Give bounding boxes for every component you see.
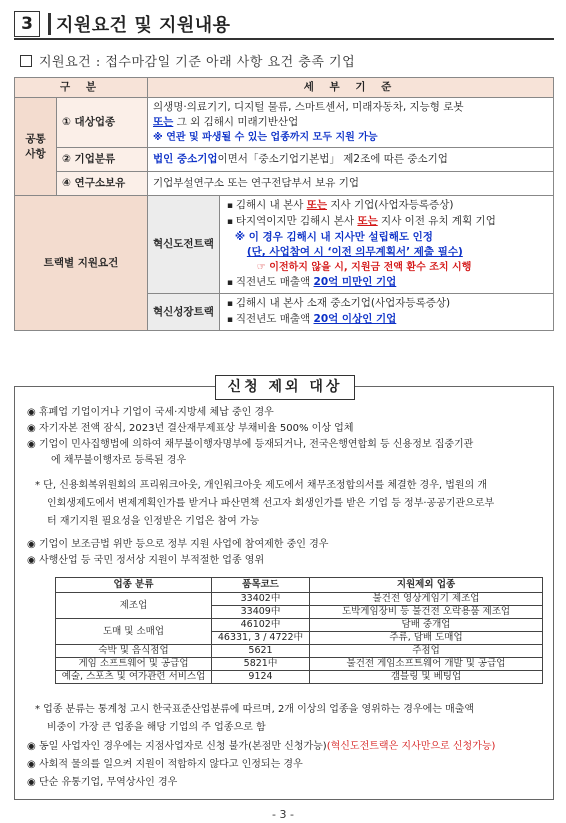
table-row	[15, 172, 554, 196]
row-content: 의생명·의료기기, 디지털 물류, 스마트센서, 미래자동차, 지능형 로봇 또는 그 외 김해시 미래기반산업 ※ 연관 및 파생될 수 있는 업종까지 모두 지원 가능	[148, 98, 554, 148]
industry-header-row: 업종 분류 품목코드 지원제외 업종	[56, 578, 543, 593]
list-item: ◉ 단순 유통기업, 무역상사인 경우	[27, 775, 547, 791]
list-item: ◉ 사회적 물의를 일으켜 지원이 적합하지 않다고 인정되는 경우	[27, 757, 547, 773]
table-row: 33409中 도박게임장비 등 불건전 오락용품 제조업	[56, 606, 543, 619]
table-row: 예술, 스포츠 및 여가관련 서비스업 9124 갬블링 및 베팅업	[56, 671, 543, 684]
section-number: 3	[14, 11, 40, 37]
bullet-icon: ◉	[27, 555, 36, 566]
list-item: ◉ 사행산업 등 국민 정서상 지원이 부적절한 업종 영위	[27, 553, 547, 569]
table-row	[15, 148, 554, 172]
header-category: 구 분	[15, 78, 148, 98]
row-label: ② 기업분류	[57, 148, 148, 172]
list-item: ◉ 동일 사업자인 경우에는 지점사업자로 신청 불가(본점만 신청가능)(혁신도전트랙은 지사만으로 신청가능)	[27, 739, 547, 755]
table-row	[15, 98, 554, 148]
checkbox-icon	[20, 55, 32, 67]
list-item: ◉ 기업이 민사집행법에 의하여 채무불이행자명부에 등재되거나, 전국은행연합회 등 신용정보 집중기관	[27, 437, 547, 453]
track2-content: ▪ 김해시 내 본사 소재 중소기업(사업자등록증상) ▪ 직전년도 매출액 20억 이상인 기업	[219, 294, 553, 331]
section-header	[14, 10, 554, 40]
bullet-icon: ◉	[27, 407, 36, 418]
bullet-icon: ◉	[27, 741, 36, 752]
page-number: - 3 -	[272, 808, 294, 821]
table-row	[15, 196, 554, 294]
bullet-icon: ◉	[27, 439, 36, 450]
bullet-icon: ◉	[27, 759, 36, 770]
row-content: 법인 중소기업이면서「중소기업기본법」 제2조에 따른 중소기업	[148, 148, 554, 172]
list-item: ◉ 기업이 보조금법 위반 등으로 정부 지원 사업에 참여제한 중인 경우	[27, 537, 547, 553]
exclusion-box	[14, 379, 554, 800]
table-row: 숙박 및 음식점업 5621 주점업	[56, 645, 543, 658]
header-criteria: 세 부 기 준	[148, 78, 554, 98]
table-row: 제조업 33402中 불건전 영상게임기 제조업	[56, 593, 543, 606]
table-row: 도매 및 소매업 46102中 담배 중개업	[56, 619, 543, 632]
table-row: 게임 소프트웨어 및 공급업 5821中 불건전 게임소프트웨어 개발 및 공급업	[56, 658, 543, 671]
requirements-table	[14, 77, 554, 331]
track1-content: ▪ 김해시 내 본사 또는 지사 기업(사업자등록증상) ▪ 타지역이지만 김해시 본사 또는 지사 이전 유치 계획 기업 ※ 이 경우 김해시 내 지사만 설립해도 인정 (단, 사업참여 시 ‘이전 의무계획서’ 제출 필수) ☞ 이전하지 않을 시, 지원금 전액 환수 조치 시행 ▪ 직전년도 매출액 20억 미만인 기업	[219, 196, 553, 294]
bullet-icon: ◉	[27, 777, 36, 788]
exclusion-note: * 단, 신용회복위원회의 프리워크아웃, 개인워크아웃 제도에서 채무조정합의서를 체결한 경우, 법원의 개 인회생제도에서 변제계획인가를 받거나 파산면책 선고자 회생인가를 받은 기업 등 정부·공공기관으로부 터 재기지원 필요성을 인정받은 기업은 참여 가능	[35, 480, 495, 527]
list-item: ◉ 자기자본 전액 잠식, 2023년 결산재무제표상 부채비율 500% 이상 업체	[27, 421, 547, 437]
track1-label: 혁신도전트랙	[148, 196, 220, 294]
bullet-icon: ◉	[27, 539, 36, 550]
industry-table	[55, 577, 543, 684]
bullet-icon: ◉	[27, 423, 36, 434]
section-title: 지원요건 및 지원내용	[56, 15, 231, 36]
track2-label: 혁신성장트랙	[148, 294, 220, 331]
exclusion-title: 신청 제외 대상	[215, 375, 355, 400]
table-header-row	[15, 78, 554, 98]
sub-heading-text: 지원요건 : 접수마감일 기준 아래 사항 요건 충족 기업	[39, 55, 356, 70]
industry-note: * 업종 분류는 통계청 고시 한국표준산업분류에 따르며, 2개 이상의 업종을 영위하는 경우에는 매출액 비중이 가장 큰 업종을 해당 기업의 주 업종으로 함	[35, 704, 475, 733]
row-label: ④ 연구소보유	[57, 172, 148, 196]
table-row: 46331, 3 / 4722中 주류, 담배 도매업	[56, 632, 543, 645]
list-item-cont: 에 채무불이행자로 등록된 경우	[51, 455, 187, 466]
sub-heading	[20, 51, 355, 70]
track-label: 트랙별 지원요건	[15, 196, 148, 331]
common-label: 공통 사항	[15, 98, 57, 196]
row-content: 기업부설연구소 또는 연구전담부서 보유 기업	[148, 172, 554, 196]
section-divider	[48, 13, 51, 35]
list-item: ◉ 휴폐업 기업이거나 기업이 국세·지방세 체납 중인 경우	[27, 405, 547, 421]
row-label: ① 대상업종	[57, 98, 148, 148]
